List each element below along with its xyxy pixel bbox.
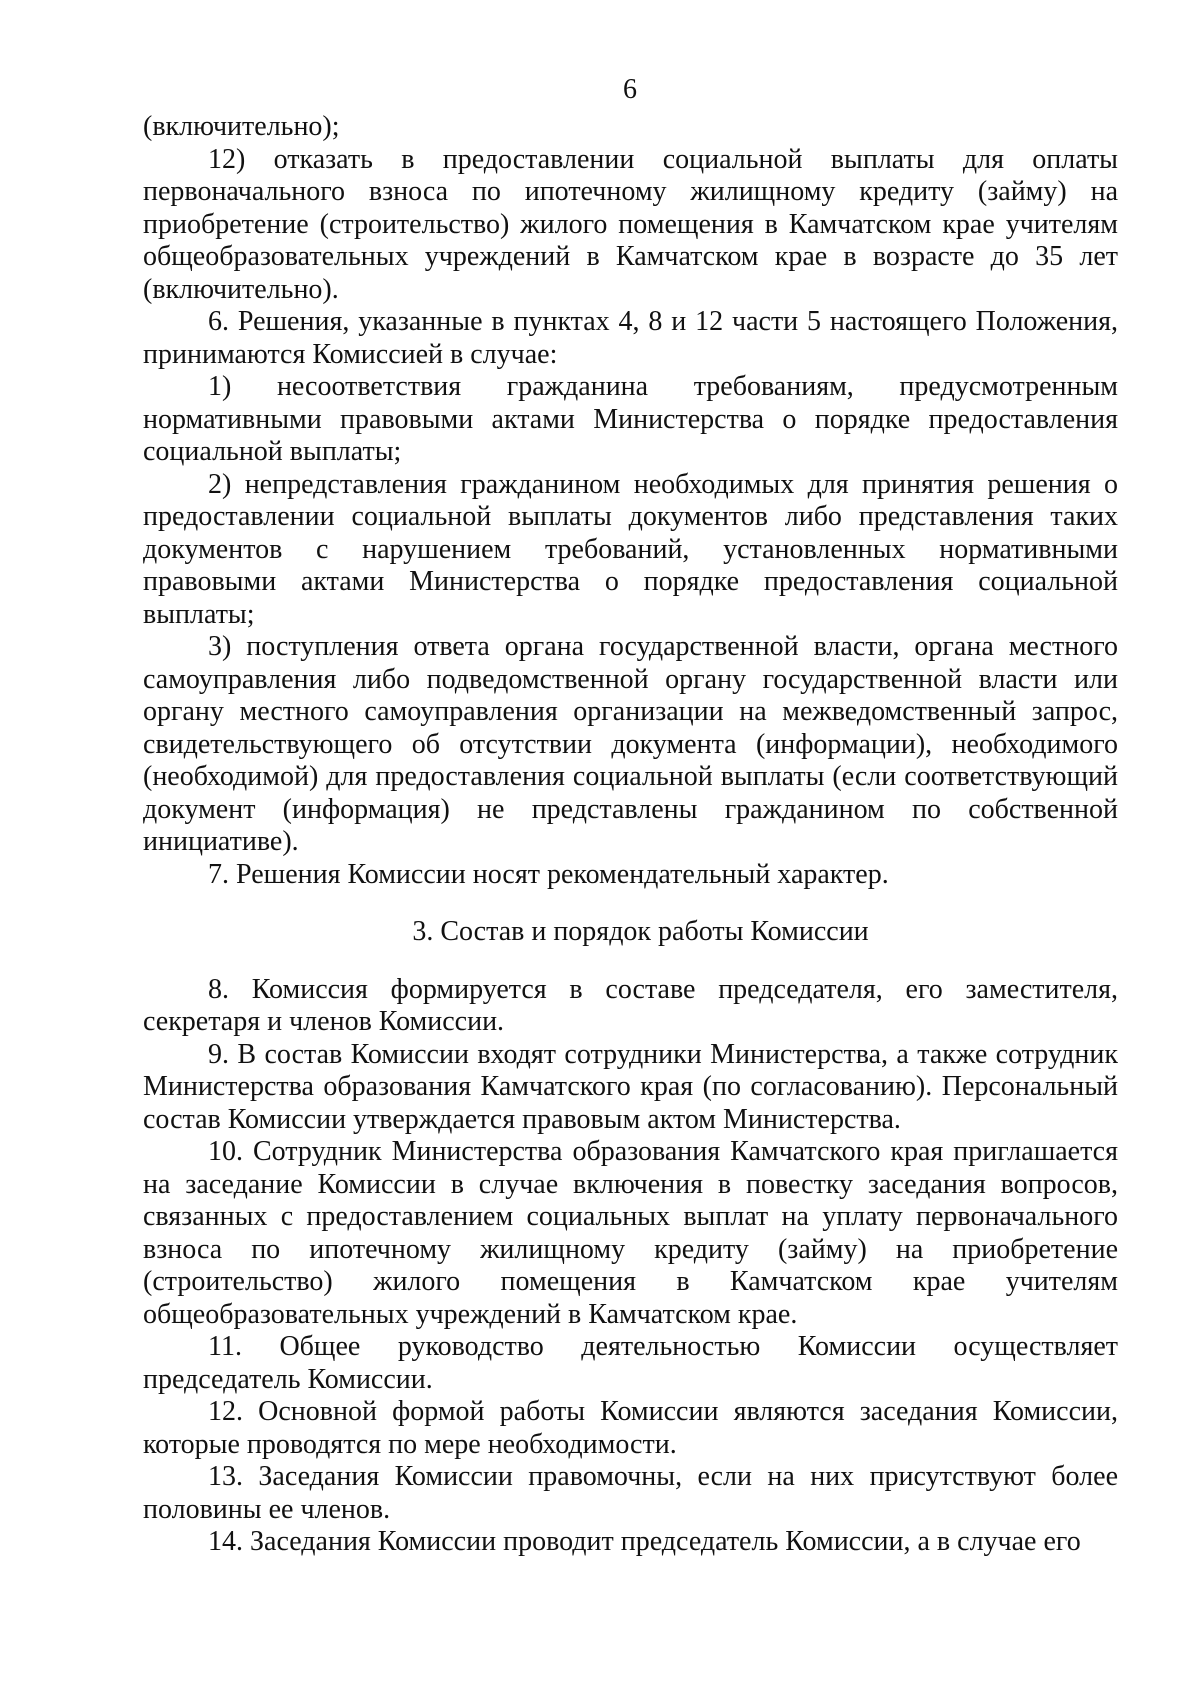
section-heading: 3. Состав и порядок работы Комиссии [412,916,869,947]
paragraph-continuation: (включительно); [143,111,340,142]
paragraph-11: 11. Общее руководство деятельностью Комиссии осуществляет председатель Комиссии. [143,1331,1118,1395]
paragraph-item-12: 12) отказать в предоставлении социальной выплаты для оплаты первоначального взноса по ипотечному жилищному кредиту (займу) на приобретение (строительство) жилого помещения в Камчатском крае учителям общеобразовательных учреждений в Камчатском крае в возрасте до 35 лет (включительно). [143,143,1118,305]
paragraph-13: 13. Заседания Комиссии правомочны, если на них присутствуют более половины ее членов. [143,1461,1118,1525]
paragraph-14: 14. Заседания Комиссии проводит председатель Комиссии, а в случае его [208,1526,1081,1557]
paragraph-12: 12. Основной формой работы Комиссии являются заседания Комиссии, которые проводятся по мере необходимости. [143,1396,1118,1460]
paragraph-8: 8. Комиссия формируется в составе председателя, его заместителя, секретаря и членов Комиссии. [143,973,1118,1037]
paragraph-10: 10. Сотрудник Министерства образования Камчатского края приглашается на заседание Комиссии в случае включения в повестку заседания вопросов, связанных с предоставлением социальных выплат на уплату первоначального взноса по ипотечному жилищному кредиту (займу) на приобретение (строительство) жилого помещения в Камчатском крае учителям общеобразовательных учреждений в Камчатском крае. [143,1136,1118,1330]
paragraph-6: 6. Решения, указанные в пунктах 4, 8 и 12 части 5 настоящего Положения, принимаются Комиссией в случае: [143,306,1118,370]
paragraph-7: 7. Решения Комиссии носят рекомендательный характер. [208,858,889,890]
paragraph-6-item-1: 1) несоответствия гражданина требованиям, предусмотренным нормативными правовыми актами Министерства о порядке предоставления социальной выплаты; [143,371,1118,467]
document-body [143,111,1118,1559]
paragraph-9: 9. В состав Комиссии входят сотрудники Министерства, а также сотрудник Министерства образования Камчатского края (по согласованию). Персональный состав Комиссии утверждается правовым актом Министерства. [143,1038,1118,1135]
paragraph-6-item-2: 2) непредставления гражданином необходимых для принятия решения о предоставлении социальной выплаты документов либо представления таких документов с нарушением требований, установленных нормативными правовыми актами Министерства о порядке предоставления социальной выплаты; [143,468,1118,630]
paragraph-6-item-3: 3) поступления ответа органа государственной власти, органа местного самоуправления либо подведомственной органу государственной власти или органу местного самоуправления организации на межведомственный запрос, свидетельствующего об отсутствии документа (информации), необходимого (необходимой) для предоставления социальной выплаты (если соответствующий документ (информация) не представлены гражданином по собственной инициативе). [143,631,1118,857]
page-number: 6 [623,74,637,105]
